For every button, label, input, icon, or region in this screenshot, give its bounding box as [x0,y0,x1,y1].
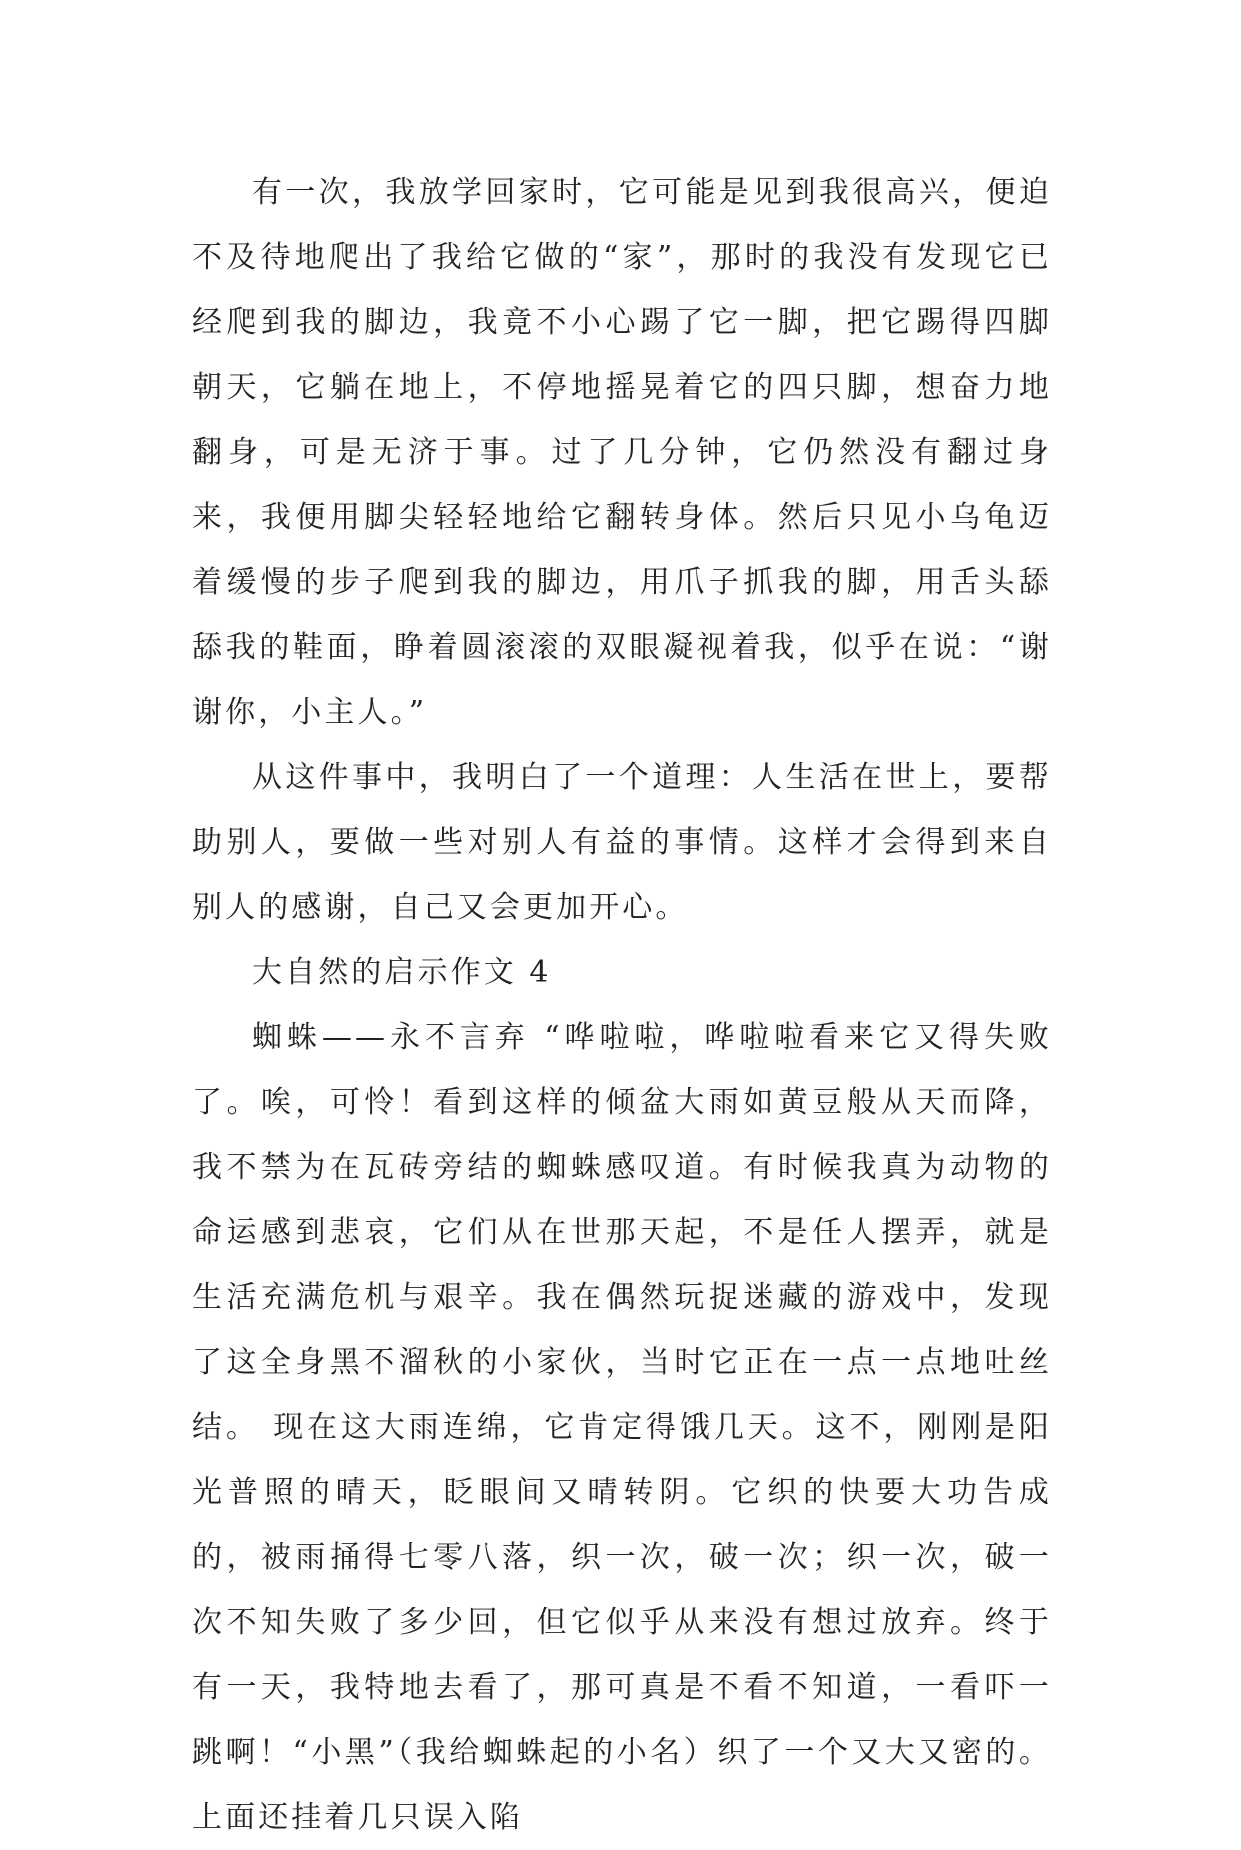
paragraph-lesson: 从这件事中，我明白了一个道理：人生活在世上，要帮助别人，要做一些对别人有益的事情。这样才会得到来自别人的感谢，自己又会更加开心。 [192,760,1052,925]
paragraph-spider-story: 蜘蛛——永不言弃 “哗啦啦，哗啦啦看来它又得失败了。唉，可怜！看到这样的倾盆大雨如黄豆般从天而降，我不禁为在瓦砖旁结的蜘蛛感叹道。有时候我真为动物的命运感到悲哀，它们从在世那天起，不是任人摆弄，就是生活充满危机与艰辛。我在偶然玩捉迷藏的游戏中，发现了这全身黑不溜秋的小家伙，当时它正在一点一点地吐丝结。 现在这大雨连绵，它肯定得饿几天。这不，刚刚是阳光普照的晴天，眨眼间又晴转阴。它织的快要大功告成的，被雨捅得七零八落，织一次，破一次；织一次，破一次不知失败了多少回，但它似乎从来没有想过放弃。终于有一天，我特地去看了，那可真是不看不知道，一看吓一跳啊！“小黑”（我给蜘蛛起的小名）织了一个又大又密的。上面还挂着几只误入陷 [192,1020,1052,1835]
paragraph-turtle-story: 有一次，我放学回家时，它可能是见到我很高兴，便迫不及待地爬出了我给它做的“家”，那时的我没有发现它已经爬到我的脚边，我竟不小心踢了它一脚，把它踢得四脚朝天，它躺在地上，不停地摇晃着它的四只脚，想奋力地翻身，可是无济于事。过了几分钟，它仍然没有翻过身来，我便用脚尖轻轻地给它翻转身体。然后只见小乌龟迈着缓慢的步子爬到我的脚边，用爪子抓我的脚，用舌头舔舔我的鞋面，睁着圆滚滚的双眼凝视着我，似乎在说：“谢谢你，小主人。” [192,175,1052,730]
body-text [192,160,1052,1850]
section-title: 大自然的启示作文 4 [252,955,552,990]
